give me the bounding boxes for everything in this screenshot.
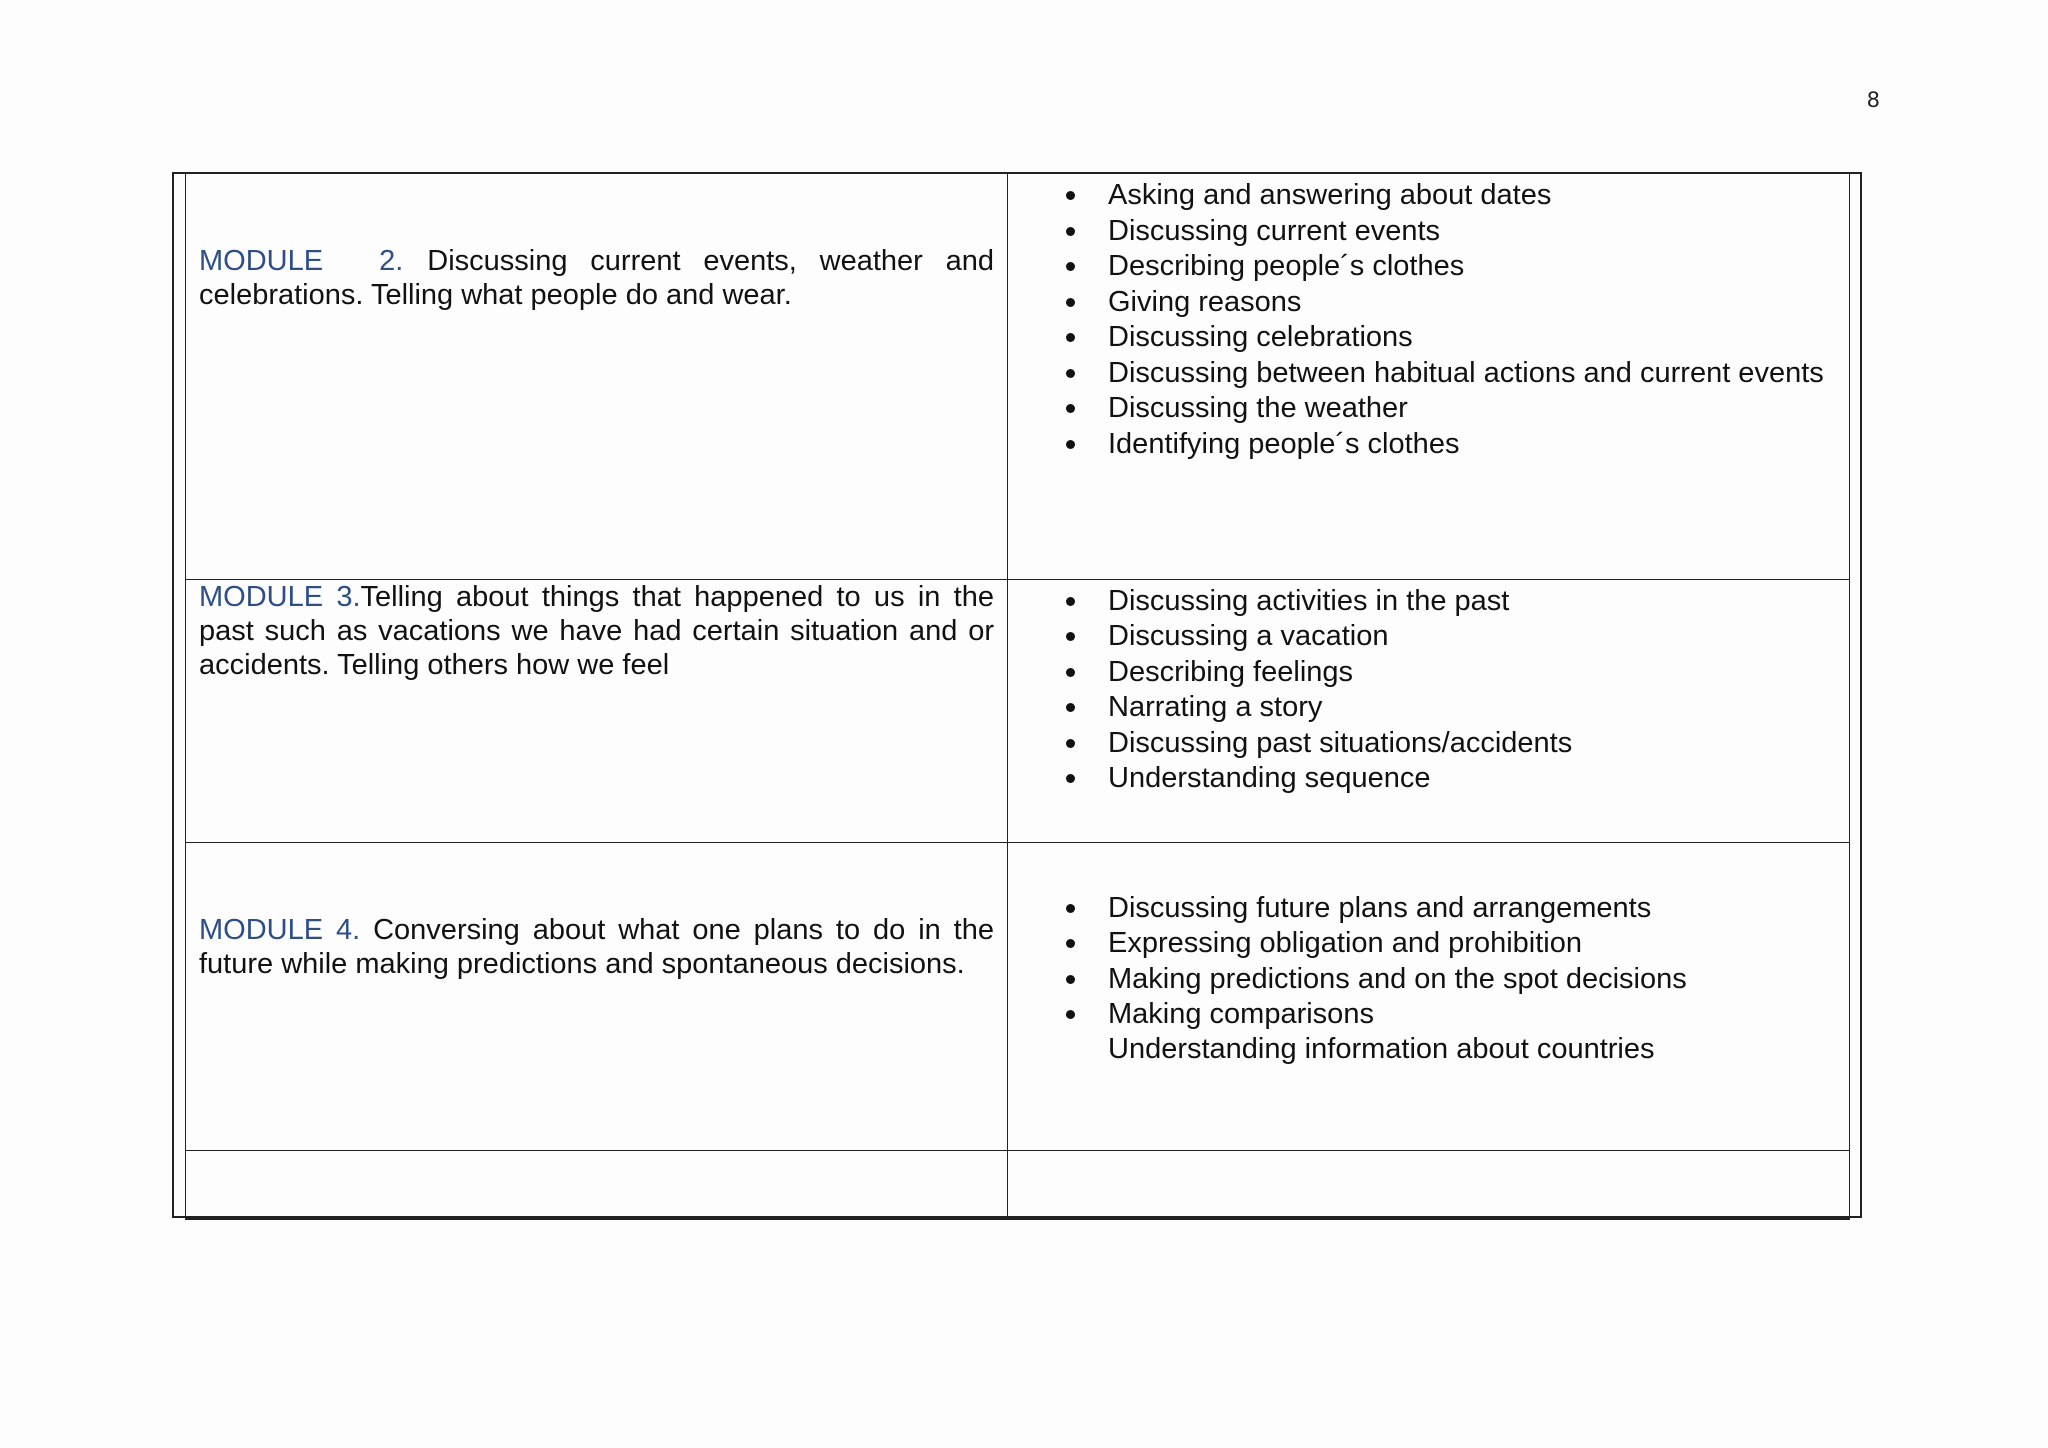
list-item: Narrating a story bbox=[1008, 690, 1849, 726]
table-row-empty bbox=[186, 1150, 1850, 1219]
list-item: Discussing between habitual actions and current events bbox=[1008, 356, 1849, 392]
list-item: Discussing activities in the past bbox=[1008, 584, 1849, 620]
module-description: MODULE 3.Telling about things that happened to us in the past such as vacations we have had certain situation and or accidents. Telling others how we feel bbox=[199, 580, 994, 681]
list-item: Asking and answering about dates bbox=[1008, 178, 1849, 214]
list-item: Expressing obligation and prohibition bbox=[1008, 926, 1849, 962]
list-item: Making comparisons bbox=[1008, 997, 1849, 1033]
module-skills-cell bbox=[1008, 173, 1850, 579]
page-number: 8 bbox=[1866, 88, 1880, 112]
list-item: Understanding sequence bbox=[1008, 761, 1849, 797]
module-skills-cell bbox=[1008, 579, 1850, 842]
list-item: Describing feelings bbox=[1008, 655, 1849, 691]
empty-cell bbox=[186, 1150, 1008, 1219]
table-row bbox=[186, 579, 1850, 842]
module-label: MODULE bbox=[199, 580, 324, 613]
list-item: Describing people´s clothes bbox=[1008, 249, 1849, 285]
list-item: Discussing future plans and arrangements bbox=[1008, 891, 1849, 927]
skills-list bbox=[1008, 178, 1849, 462]
skills-list bbox=[1008, 891, 1849, 1065]
module-description-cell bbox=[186, 173, 1008, 579]
module-description-text: Conversing about what one plans to do in the future while making predictions and spontaneous decisions. bbox=[199, 913, 994, 980]
module-description-cell bbox=[186, 842, 1008, 1150]
list-item: Discussing the weather bbox=[1008, 391, 1849, 427]
list-item: Identifying people´s clothes bbox=[1008, 427, 1849, 463]
list-item: Discussing a vacation bbox=[1008, 619, 1849, 655]
module-number-dot: . bbox=[352, 580, 361, 613]
list-item: Discussing current events bbox=[1008, 214, 1849, 250]
skills-list bbox=[1008, 584, 1849, 797]
module-label: MODULE bbox=[199, 245, 324, 277]
module-description-cell bbox=[186, 579, 1008, 842]
module-description-text: Discussing current events, weather and celebrations. Telling what people do and wear. bbox=[199, 245, 994, 311]
module-skills-cell bbox=[1008, 842, 1850, 1150]
module-label: MODULE bbox=[199, 913, 324, 946]
module-description-text: Telling about things that happened to us in the past such as vacations we have had certain situation and or accidents. Telling others how we feel bbox=[199, 580, 994, 681]
table-row bbox=[186, 173, 1850, 579]
list-item-continuation: Understanding information about countries bbox=[1108, 1032, 1655, 1065]
module-number: 2. bbox=[379, 245, 404, 277]
list-item: Discussing past situations/accidents bbox=[1008, 726, 1849, 762]
list-item: Making predictions and on the spot decisions bbox=[1008, 962, 1849, 998]
list-item: Giving reasons bbox=[1008, 285, 1849, 321]
empty-cell bbox=[1008, 1150, 1850, 1219]
table-row bbox=[186, 842, 1850, 1150]
module-description: MODULE 4. Conversing about what one plans to do in the future while making predictions and spontaneous decisions. bbox=[199, 913, 994, 980]
module-description bbox=[186, 244, 1007, 312]
modules-table bbox=[185, 172, 1850, 1220]
list-item: Discussing celebrations bbox=[1008, 320, 1849, 356]
